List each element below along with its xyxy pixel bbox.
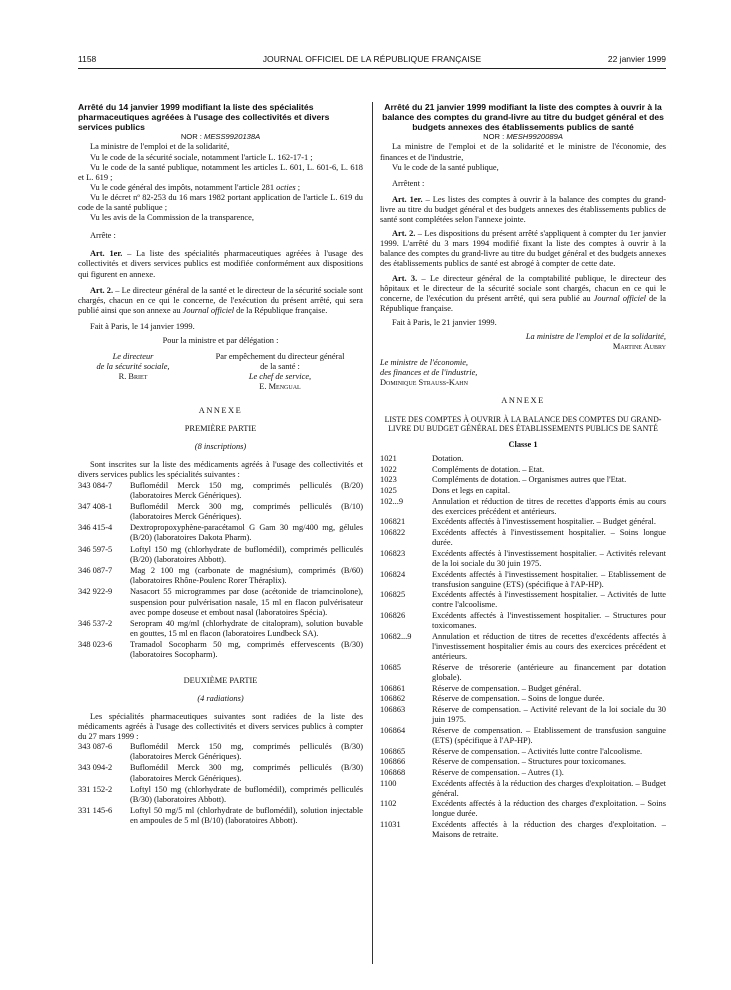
account-code: 10685 [380, 662, 401, 672]
list-item-text: Buflomédil Merck 150 mg, comprimés pelliculés (B/20) (laboratoires Merck Génériques). [130, 480, 363, 500]
signature-economie-title-1: Le ministre de l'économie, [380, 358, 469, 368]
list-item-code: 343 084-7 [78, 480, 113, 490]
part-2-title: DEUXIÈME PARTIE [183, 675, 258, 685]
list-item-code: 346 087-7 [78, 566, 113, 576]
account-code: 10682...9 [380, 631, 412, 641]
account-label: Excédents affectés à l'investissement hospitalier. – Activités relevant de la loi sociale du 30 juin 1975. [432, 548, 666, 568]
signature-emploi-title: La ministre de l'emploi et de la solidarité, [525, 331, 666, 341]
account-code: 1102 [380, 799, 397, 809]
left-decree-title: Arrêté du 14 janvier 1999 modifiant la liste des spécialités pharmaceutiques agréées à l'usage des collectivités et divers services publics [78, 102, 330, 132]
signature-economie-title-2: des finances et de l'industrie, [380, 368, 478, 378]
page-number: 1158 [78, 54, 97, 64]
left-column [78, 103, 363, 828]
list-item-text: Loftyl 150 mg (chlorhydrate de buflomédil), comprimés pelliculés (B/30) (laboratoires Abbott). [130, 784, 363, 804]
account-label: Annulation et réduction de titres de recettes d'excédents affectés à l'investissement hospitalier émis au cours des exercices précédent et antérieurs. [432, 631, 666, 662]
account-label: Excédents affectés à l'investissement hospitalier. – Etablissement de transfusion sanguine (ETS) (spécifique à l'AP-HP). [432, 569, 666, 589]
account-code: 106824 [380, 569, 406, 579]
part-2-intro: Les spécialités pharmaceutiques suivantes sont radiées de la liste des médicaments agréés à l'usage des collectivités et divers services publics à compter du 27 mars 1999 : [78, 711, 363, 742]
signatory-mengual: E. Mengual [259, 382, 301, 392]
left-vu-decret: Vu le décret nº 82-253 du 16 mars 1982 portant application de l'article L. 619 du code de la santé publique ; [78, 192, 363, 213]
left-arrete: Arrête : [90, 231, 116, 241]
right-article-2: Art. 2. – Les dispositions du présent arrêté s'appliquent à compter du 1er janvier 1999. L'arrêté du 3 mars 1994 modifié fixant la liste des comptes à ouvrir à la balance des comptes du grand-livre au titre du budget général et des budgets annexes des établissements publics de santé est abrogé à compter de cette date. [380, 229, 666, 269]
account-code: 1022 [380, 464, 397, 474]
left-pour: Pour la ministre et par délégation : [162, 335, 279, 345]
account-label: Excédents affectés à la réduction des charges d'exploitation. – Budget général. [432, 778, 666, 798]
account-label: Réserve de compensation. – Soins de longue durée. [432, 694, 605, 704]
list-item-text: Buflomédil Merck 300 mg, comprimés pelliculés (B/30) (laboratoires Merck Génériques). [130, 763, 363, 783]
part-1-list [78, 481, 363, 662]
account-code: 106825 [380, 590, 406, 600]
left-intro-3: Vu le code de la santé publique, notamment les articles L. 601, L. 601-6, L. 618 et L. 619 ; [78, 162, 363, 182]
right-article-1: Art. 1er. – Les listes des comptes à ouvrir à la balance des comptes du grand-livre au titre du budget général et des budgets annexes des établissements publics de santé sont complétées selon l'annexe jointe. [380, 194, 666, 225]
left-annexe-heading: ANNEXE [198, 406, 243, 416]
account-label: Excédents affectés à la réduction des charges d'exploitation. – Soins longue durée. [432, 799, 666, 819]
account-code: 1023 [380, 475, 397, 485]
right-annexe-heading: ANNEXE [501, 396, 545, 406]
list-item-code: 346 537-2 [78, 618, 113, 628]
right-column [380, 103, 666, 841]
account-label: Réserve de trésorerie (antérieure au financement par dotation globale). [432, 662, 666, 682]
column-divider [372, 102, 373, 964]
account-label: Réserve de compensation. – Budget général. [432, 683, 582, 693]
account-code: 106865 [380, 746, 406, 756]
left-intro-1: La ministre de l'emploi et de la solidarité, [90, 142, 230, 152]
list-item-text: Loftyl 150 mg (chlorhydrate de buflomédil), comprimés pelliculés (B/20) (laboratoires Abbott). [130, 544, 363, 564]
account-label: Dotation. [432, 453, 464, 463]
account-code: 1021 [380, 453, 397, 463]
list-item-code: 347 408-1 [78, 501, 113, 511]
header-rule [78, 68, 666, 69]
list-item-code: 343 094-2 [78, 763, 113, 773]
account-code: 106864 [380, 725, 406, 735]
list-item-text: Mag 2 100 mg (carbonate de magnésium), comprimés (B/60) (laboratoires Rhône-Poulenc Rorer Théraplix). [130, 566, 363, 586]
part-2-list [78, 742, 363, 828]
classe-heading: Classe 1 [508, 439, 538, 449]
left-fait: Fait à Paris, le 14 janvier 1999. [90, 321, 195, 331]
part-1-intro: Sont inscrites sur la liste des médicaments agréés à l'usage des collectivités et divers services publics les spécialités suivantes : [78, 460, 363, 480]
left-vu-avis: Vu les avis de la Commission de la transparence, [90, 213, 254, 223]
list-item-code: 331 145-6 [78, 806, 113, 816]
account-code: 11031 [380, 820, 401, 830]
list-item-text: Loftyl 50 mg/5 ml (chlorhydrate de buflomédil), solution injectable en ampoules de 5 ml (B/10) (laboratoires Abbott). [130, 806, 363, 826]
account-label: Annulation et réduction de titres de recettes d'apports émis au cours des exercices précédent et antérieurs. [432, 496, 666, 516]
account-code: 106868 [380, 767, 406, 777]
account-label: Réserve de compensation. – Activité relevant de la loi sociale du 30 juin 1975. [432, 704, 666, 725]
list-item-text: Seropram 40 mg/ml (chlorhydrate de citalopram), solution buvable en gouttes, 15 ml en flacon (laboratoires Lundbeck SA). [130, 618, 363, 638]
account-label: Dons et legs en capital. [432, 485, 510, 495]
account-label: Excédents affectés à la réduction des charges d'exploitation. – Maisons de retraite. [432, 820, 666, 840]
account-label: Excédents affectés à l'investissement hospitalier. – Soins longue durée. [432, 528, 666, 548]
list-item-code: 342 922-9 [78, 587, 113, 597]
account-label: Réserve de compensation. – Autres (1). [432, 767, 564, 777]
account-code: 106862 [380, 694, 406, 704]
right-intro-2: Vu le code de la santé publique, [392, 162, 499, 172]
signature-dss: Le directeur de la sécurité sociale, R. Briet [78, 352, 188, 382]
left-article-2: Art. 2. – Le directeur général de la santé et le directeur de la sécurité sociale sont chargés, chacun en ce qui le concerne, de l'exécution du présent arrêté, qui sera publié ainsi que son annexe au Journal officiel de la République française. [78, 285, 363, 315]
right-arretent: Arrêtent : [392, 178, 425, 188]
left-nor-code: MESS9920138A [204, 132, 261, 142]
account-label: Compléments de dotation. – Etat. [432, 464, 545, 474]
right-decree-title: Arrêté du 21 janvier 1999 modifiant la liste des comptes à ouvrir à la balance des comptes du grand-livre au titre du budget général et des budgets annexes des établissements publics de santé [382, 102, 664, 132]
part-1-subtitle: (8 inscriptions) [194, 442, 247, 452]
account-label: Excédents affectés à l'investissement hospitalier. – Structures pour toxicomanes. [432, 611, 666, 631]
list-item-text: Buflomédil Merck 150 mg, comprimés pelliculés (B/30) (laboratoires Merck Génériques). [130, 742, 363, 762]
list-item-text: Buflomédil Merck 300 mg, comprimés pelliculés (B/10) (laboratoires Merck Génériques). [130, 501, 363, 522]
issue-date: 22 janvier 1999 [607, 54, 666, 64]
list-item-code: 331 152-2 [78, 784, 113, 794]
left-signatures [78, 352, 363, 392]
left-nor: NOR : MESS9920138A [180, 132, 261, 142]
account-code: 1100 [380, 778, 397, 788]
signatory-briet: R. Briet [118, 372, 148, 382]
account-label: Compléments de dotation. – Organismes autres que l'Etat. [432, 475, 627, 485]
page-header [78, 54, 666, 68]
signature-dgs: Par empêchement du directeur général de la santé : Le chef de service, E. Mengual [196, 352, 364, 392]
account-code: 106822 [380, 528, 406, 538]
account-code: 106826 [380, 611, 406, 621]
list-item-code: 343 087-6 [78, 742, 113, 752]
list-item-code: 348 023-6 [78, 640, 113, 650]
account-code: 106821 [380, 517, 406, 527]
list-item-text: Tramadol Socopharm 50 mg, comprimés effervescents (B/30) (laboratoires Socopharm). [130, 640, 363, 660]
part-1-title: PREMIÈRE PARTIE [184, 424, 257, 434]
account-code: 106823 [380, 548, 406, 558]
list-item-code: 346 415-4 [78, 523, 113, 533]
list-item-text: Nasacort 55 microgrammes par dose (acétonide de triamcinolone), suspension pour pulvérisation nasale, 15 ml en flacon pulvérisateur avec pompe doseuse et embout nasal (laboratoires Spécia). [130, 587, 363, 617]
account-code: 102...9 [380, 496, 404, 506]
left-intro-2: Vu le code de la sécurité sociale, notamment l'article L. 162-17-1 ; [90, 152, 313, 162]
annexe-list-title: LISTE DES COMPTES À OUVRIR À LA BALANCE DES COMPTES DU GRAND-LIVRE DU BUDGET GÉNÉRAL DES ÉTABLISSEMENTS PUBLICS DE SANTÉ [384, 414, 662, 434]
account-code: 106861 [380, 683, 406, 693]
list-item-text: Dextropropoxyphène-paracétamol G Gam 30 mg/400 mg, gélules (B/20) (laboratoires Dakota Pharm). [130, 523, 363, 543]
right-nor: NOR : MESH9920089A [483, 132, 563, 142]
right-intro-1: La ministre de l'emploi et de la solidarité et le ministre de l'économie, des finances et de l'industrie, [380, 142, 666, 162]
left-article-1: Art. 1er. – La liste des spécialités pharmaceutiques agréées à l'usage des collectivités et divers services publics est modifiée conformément aux dispositions qui figurent en annexe. [78, 249, 363, 279]
account-code: 106863 [380, 704, 406, 714]
accounts-list [380, 454, 666, 841]
account-code: 1025 [380, 485, 397, 495]
right-nor-code: MESH9920089A [506, 132, 563, 142]
account-label: Réserve de compensation. – Etablissement de transfusion sanguine (ETS) (spécifique à l'AP-HP). [432, 725, 666, 745]
right-fait: Fait à Paris, le 21 janvier 1999. [392, 317, 497, 327]
left-vu-cgi: Vu le code général des impôts, notamment l'article 281 octies ; [90, 182, 301, 192]
signatory-aubry: Martine Aubry [612, 342, 666, 352]
journal-title: JOURNAL OFFICIEL DE LA RÉPUBLIQUE FRANÇAISE [262, 54, 482, 64]
list-item-code: 346 597-5 [78, 544, 113, 554]
account-code: 106866 [380, 757, 406, 767]
account-label: Réserve de compensation. – Activités lutte contre l'alcoolisme. [432, 746, 643, 756]
account-label: Excédents affectés à l'investissement hospitalier. – Activités de lutte contre l'alcoolisme. [432, 590, 666, 610]
right-article-3: Art. 3. – Le directeur général de la comptabilité publique, le directeur des hôpitaux et le directeur de la sécurité sociale sont chargés, chacun en ce qui le concerne, de l'exécution du présent arrêté, qui sera publié au Journal officiel de la République française. [380, 273, 667, 313]
signatory-strauss-kahn: Dominique Strauss-Kahn [380, 378, 468, 388]
account-label: Excédents affectés à l'investissement hospitalier. – Budget général. [432, 517, 656, 527]
account-label: Réserve de compensation. – Structures pour toxicomanes. [432, 757, 626, 767]
part-2-subtitle: (4 radiations) [197, 693, 244, 703]
